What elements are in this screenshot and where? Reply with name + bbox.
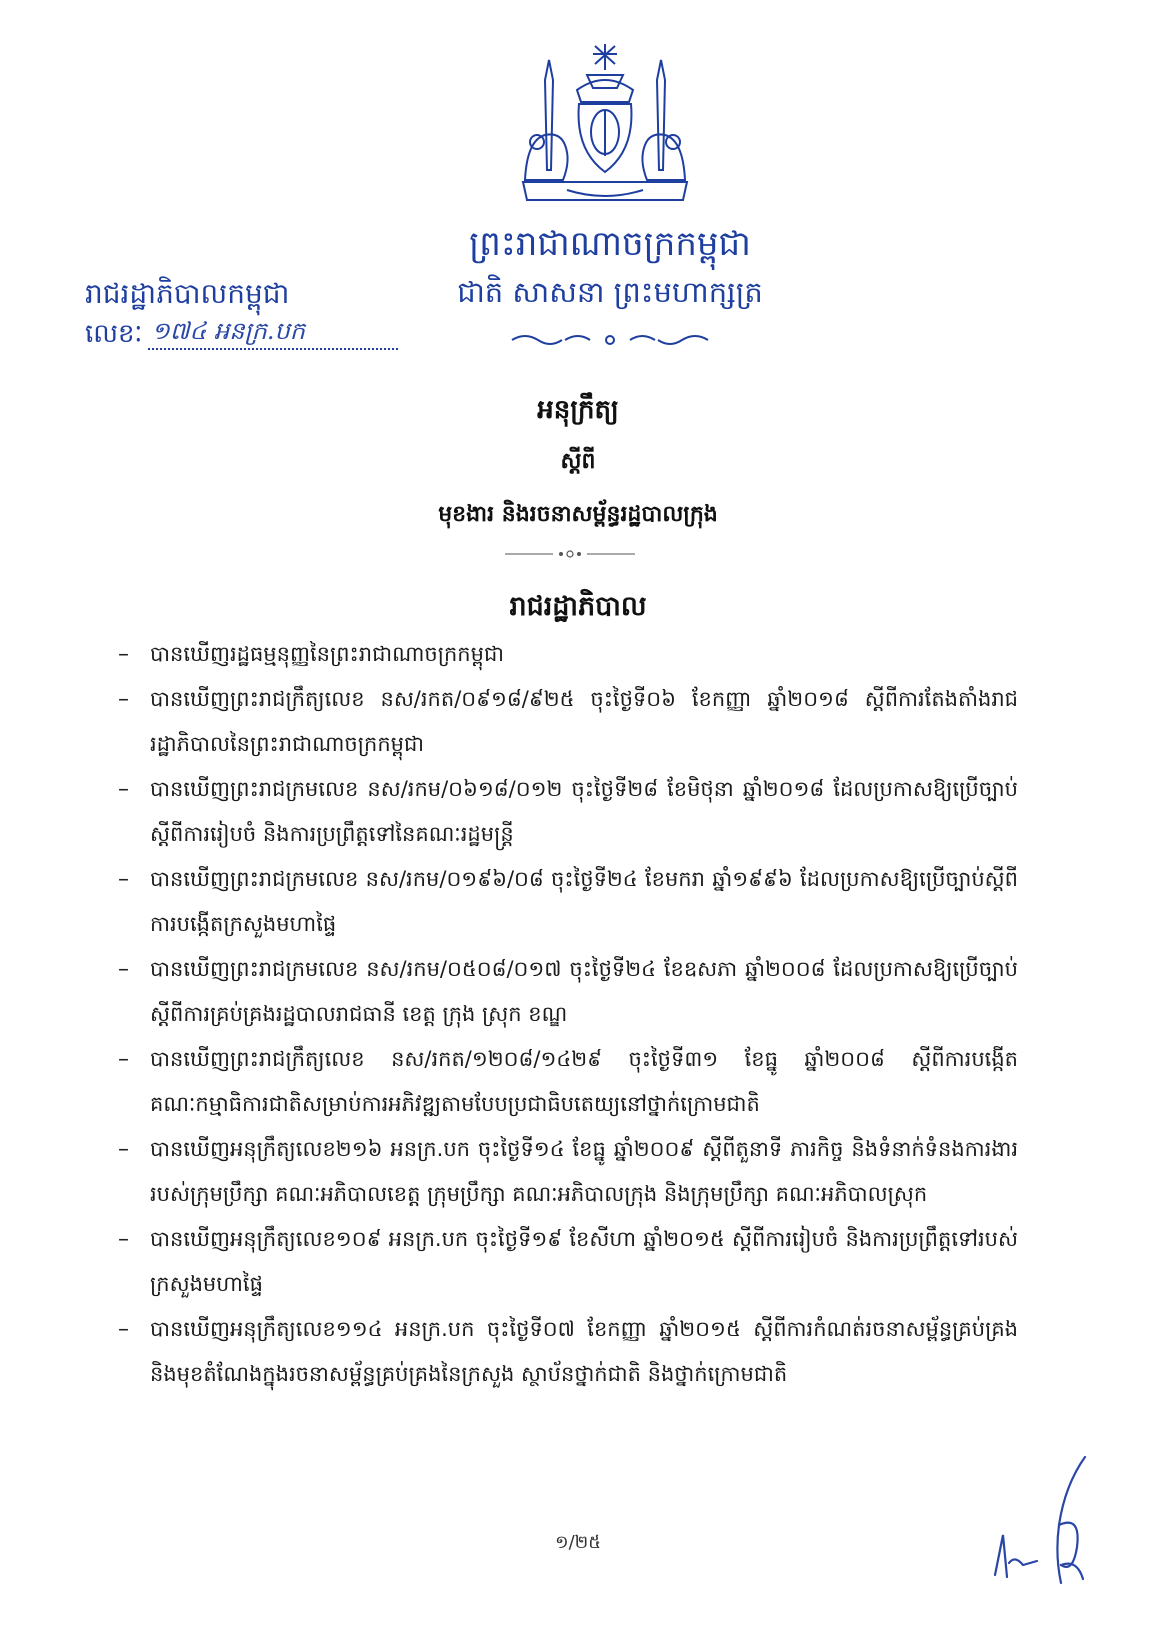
page-number: ១/២៥	[554, 1532, 602, 1553]
clause-text: បានឃើញព្រះរាជក្រឹត្យលេខ នស/រកត/០៩១៨/៩២៥ ចុះថ្ងៃទី០៦ ខែកញ្ញា ឆ្នាំ២០១៨ ស្ដីពីការតែងតាំងរាជរដ្ឋាភិបាលនៃព្រះរាជាណាចក្រកម្ពុជា	[150, 687, 1018, 756]
clause-text: បានឃើញរដ្ឋធម្មនុញ្ញនៃព្រះរាជាណាចក្រកម្ពុជា	[150, 642, 504, 666]
list-item	[118, 857, 1018, 947]
clause-text: បានឃើញព្រះរាជក្រមលេខ នស/រកម/០១៩៦/០៨ ចុះថ្ងៃទី២៤ ខែមករា ឆ្នាំ១៩៩៦ ដែលប្រកាសឱ្យប្រើច្បាប់ស្ដីពីការបង្កើតក្រសួងមហាផ្ទៃ	[150, 867, 1018, 936]
list-item	[118, 632, 1018, 677]
list-item	[118, 947, 1018, 1037]
reference-number-row	[85, 317, 405, 357]
list-dash: –	[118, 1137, 129, 1162]
clause-text: បានឃើញព្រះរាជក្រមលេខ នស/រកម/០៥០៨/០១៧ ចុះថ្ងៃទី២៤ ខែឧសភា ឆ្នាំ២០០៨ ដែលប្រកាសឱ្យប្រើច្បាប់ស្ដីពីការគ្រប់គ្រងរដ្ឋបាលរាជធានី ខេត្ត ក្រុង ស្រុក ខណ្ឌ	[150, 957, 1018, 1026]
list-dash: –	[118, 687, 129, 712]
reference-dotted-line	[148, 316, 398, 350]
list-dash: –	[118, 1047, 129, 1072]
reference-label: លេខៈ	[85, 319, 143, 349]
document-type-title: អនុក្រឹត្យ	[537, 395, 619, 425]
document-about: ស្ដីពី	[560, 448, 596, 474]
list-dash: –	[118, 957, 129, 982]
clause-text: បានឃើញព្រះរាជក្រឹត្យលេខ នស/រកត/១២០៨/១៤២៩ ចុះថ្ងៃទី៣១ ខែធ្នូ ឆ្នាំ២០០៨ ស្ដីពីការបង្កើតគណៈកម្មាធិការជាតិសម្រាប់ការអភិវឌ្ឍតាមបែបប្រជាធិបតេយ្យនៅថ្នាក់ក្រោមជាតិ	[150, 1047, 1018, 1116]
clause-text: បានឃើញអនុក្រឹត្យលេខ២១៦ អនក្រ.បក ចុះថ្ងៃទី១៤ ខែធ្នូ ឆ្នាំ២០០៩ ស្ដីពីតួនាទី ភារកិច្ច និងទំនាក់ទំនងការងាររបស់ក្រុមប្រឹក្សា គណៈអភិបាលខេត្ត ក្រុមប្រឹក្សា គណៈអភិបាលក្រុង និងក្រុមប្រឹក្សា គណៈអភិបាលស្រុក	[150, 1137, 1018, 1206]
national-motto: ជាតិ សាសនា ព្រះមហាក្សត្រ	[457, 275, 763, 309]
list-dash: –	[118, 1317, 129, 1342]
preamble-clauses-list	[118, 632, 1018, 1397]
kingdom-heading: ព្រះរាជាណាចក្រកម្ពុជា	[469, 224, 751, 264]
list-dash: –	[118, 867, 129, 892]
list-item	[118, 767, 1018, 857]
list-dash: –	[118, 777, 129, 802]
list-item	[118, 1037, 1018, 1127]
list-dash: –	[118, 642, 129, 667]
issuing-body-name: រាជរដ្ឋាភិបាលកម្ពុជា	[85, 277, 290, 310]
royal-coat-of-arms-emblem	[505, 40, 705, 210]
handwritten-initials-signature	[985, 1455, 1115, 1595]
clause-text: បានឃើញអនុក្រឹត្យលេខ១០៩ អនក្រ.បក ចុះថ្ងៃទី១៩ ខែសីហា ឆ្នាំ២០១៥ ស្ដីពីការរៀបចំ និងការប្រព្រឹត្តទៅរបស់ក្រសួងមហាផ្ទៃ	[150, 1227, 1018, 1296]
reference-number: ១៧៤ អនក្រ.បក	[151, 316, 305, 345]
clause-text: បានឃើញព្រះរាជក្រមលេខ នស/រកម/០៦១៨/០១២ ចុះថ្ងៃទី២៨ ខែមិថុនា ឆ្នាំ២០១៨ ដែលប្រកាសឱ្យប្រើច្បាប់ស្ដីពីការរៀបចំ និងការប្រព្រឹត្តទៅនៃគណៈរដ្ឋមន្ត្រី	[150, 777, 1018, 846]
list-item	[118, 677, 1018, 767]
issuer-heading: រាជរដ្ឋាភិបាល	[509, 591, 647, 622]
clause-text: បានឃើញអនុក្រឹត្យលេខ១១៤ អនក្រ.បក ចុះថ្ងៃទី០៧ ខែកញ្ញា ឆ្នាំ២០១៥ ស្ដីពីការកំណត់រចនាសម្ព័ន្ធគ្រប់គ្រង និងមុខតំណែងក្នុងរចនាសម្ព័ន្ធគ្រប់គ្រងនៃក្រសួង ស្ថាប័នថ្នាក់ជាតិ និងថ្នាក់ក្រោមជាតិ	[150, 1317, 1018, 1386]
list-item	[118, 1217, 1018, 1307]
section-divider-icon	[505, 548, 635, 560]
ornament-divider-icon	[510, 330, 710, 350]
list-item	[118, 1307, 1018, 1397]
document-subject: មុខងារ និងរចនាសម្ព័ន្ធរដ្ឋបាលក្រុង	[438, 501, 718, 527]
list-item	[118, 1127, 1018, 1217]
list-dash: –	[118, 1227, 129, 1252]
